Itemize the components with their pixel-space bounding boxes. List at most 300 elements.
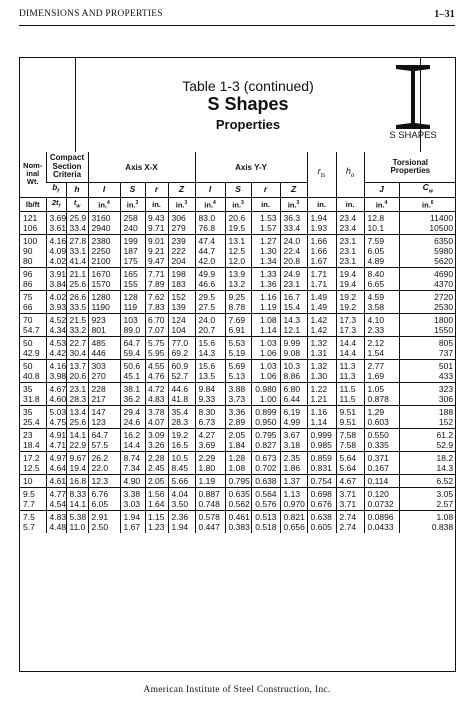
nominal-weight-cell [20, 291, 46, 314]
value: 4.53 [49, 338, 66, 349]
value: 23.1 [339, 256, 357, 267]
running-head-section: DIMENSIONS AND PROPERTIES [19, 9, 163, 19]
value: 2.05 [228, 430, 246, 441]
value: 0.564 [255, 489, 277, 500]
table-title: S Shapes [207, 94, 289, 114]
value: 3.91 [49, 269, 66, 280]
value: 0.970 [283, 499, 305, 510]
value-cell [145, 475, 168, 488]
value: 306 [438, 394, 454, 405]
value: 4.02 [49, 256, 66, 267]
value: 3.69 [198, 440, 216, 451]
value-cell [88, 235, 120, 268]
value: 25.6 [69, 279, 87, 290]
value: 61.2 [436, 430, 454, 441]
value-cell [145, 383, 168, 406]
value: 4.72 [147, 384, 165, 395]
value-cell [251, 429, 280, 452]
value: 7.58 [339, 430, 357, 441]
value: 103 [123, 315, 138, 326]
value: 1.66 [310, 236, 328, 247]
value: 3.36 [228, 407, 246, 418]
value-cell [399, 360, 456, 383]
value: 89.0 [123, 325, 141, 336]
value: 0.603 [367, 417, 389, 428]
value-cell [66, 212, 88, 235]
value-cell [336, 291, 364, 314]
value-cell [307, 488, 336, 511]
value-cell [280, 268, 307, 291]
value: 6.91 [228, 325, 246, 336]
sub-zy: Z [280, 183, 307, 198]
unit-zx: in.$^3$ [168, 197, 195, 212]
value-cell [195, 475, 225, 488]
value-cell [336, 429, 364, 452]
value: 4.10 [367, 315, 385, 326]
value-cell [280, 235, 307, 268]
value-cell [251, 314, 280, 337]
value-cell [195, 235, 225, 268]
value: 0.795 [255, 430, 277, 441]
value: 0.550 [367, 430, 389, 441]
value-cell [399, 314, 456, 337]
value: 46.6 [198, 279, 216, 290]
value: 3.88 [228, 384, 246, 395]
value: 5.38 [69, 512, 87, 523]
value: 204 [171, 256, 186, 267]
nominal-weight: 96 [23, 269, 33, 280]
value: 1.94 [123, 512, 141, 523]
value: 323 [438, 384, 454, 395]
value: 433 [438, 371, 454, 382]
nominal-weight: 66 [23, 302, 33, 313]
value-cell [88, 337, 120, 360]
value: 923 [91, 315, 106, 326]
value: 0.578 [198, 512, 220, 523]
sub-ry: r [251, 183, 280, 198]
value-cell [364, 291, 399, 314]
value: 19.2 [339, 292, 357, 303]
table-row-group [20, 360, 456, 383]
value: 4.83 [147, 394, 165, 405]
value: 0.754 [310, 476, 332, 487]
value: 303 [91, 361, 106, 372]
value: 13.9 [228, 269, 246, 280]
value: 14.4 [123, 440, 141, 451]
value: 16.7 [283, 292, 301, 303]
value: 33.1 [69, 246, 87, 257]
value: 8.33 [69, 489, 87, 500]
value-cell [145, 488, 168, 511]
unit-ix: in.$^4$ [88, 197, 120, 212]
value: 23.4 [339, 223, 357, 234]
value: 3.50 [171, 499, 189, 510]
nominal-weight-cell [20, 360, 46, 383]
value: 13.1 [228, 236, 246, 247]
value-cell [251, 212, 280, 235]
value-cell [336, 314, 364, 337]
value: 8.78 [228, 302, 246, 313]
value: 1.05 [367, 384, 385, 395]
value: 1.67 [123, 522, 141, 533]
value: 5620 [434, 256, 454, 267]
value: 22.9 [69, 440, 87, 451]
nominal-weight: 42.9 [23, 348, 40, 359]
value: 7.59 [367, 236, 385, 247]
value: 4.42 [49, 348, 66, 359]
header-rts: $r_{ts}$ [307, 152, 336, 197]
value: 7.58 [339, 440, 357, 451]
value: 42.0 [198, 256, 216, 267]
value-cell [336, 475, 364, 488]
value: 0.461 [228, 512, 250, 523]
value: 1.15 [147, 512, 165, 523]
value: 14.3 [436, 463, 454, 474]
value: 1.27 [260, 236, 277, 247]
nominal-weight-cell [20, 383, 46, 406]
value-cell [225, 429, 251, 452]
value-cell [336, 360, 364, 383]
value: 4.67 [339, 476, 357, 487]
value-cell [46, 314, 66, 337]
value: 30.4 [69, 348, 87, 359]
value: 12.8 [367, 213, 385, 224]
value: 2.28 [147, 453, 165, 464]
value: 29.4 [123, 407, 141, 418]
value: 21.1 [69, 269, 87, 280]
value-cell [88, 406, 120, 429]
value: 4.54 [49, 499, 66, 510]
value: 5.53 [228, 338, 246, 349]
nominal-weight: 12.5 [23, 463, 40, 474]
value: 2.36 [171, 512, 189, 523]
nominal-weight: 40.8 [23, 371, 40, 382]
value: 6.44 [283, 394, 301, 405]
value: 1.16 [260, 292, 277, 303]
value: 2.57 [436, 499, 454, 510]
value: 4.55 [147, 361, 165, 372]
value-cell [88, 360, 120, 383]
table-number: Table 1-3 (continued) [182, 78, 314, 94]
value: 1570 [91, 279, 111, 290]
value: 1.57 [260, 223, 277, 234]
value: 14.3 [198, 348, 216, 359]
value-cell [336, 511, 364, 534]
value: 3.09 [147, 430, 165, 441]
unit-zy: in.$^3$ [280, 197, 307, 212]
value-cell [364, 314, 399, 337]
value-cell [168, 452, 195, 475]
value-cell [364, 337, 399, 360]
value: 0.827 [255, 440, 277, 451]
value-cell [120, 429, 145, 452]
table-row-group [20, 488, 456, 511]
value: 5.19 [228, 348, 246, 359]
value-cell [307, 452, 336, 475]
value: 1.36 [260, 279, 277, 290]
value: 3.38 [123, 489, 141, 500]
value: 0.899 [255, 407, 277, 418]
value: 1.03 [260, 361, 277, 372]
value-cell [195, 360, 225, 383]
value: 21.5 [69, 315, 87, 326]
value: 22.4 [283, 246, 301, 257]
value-cell [307, 268, 336, 291]
value: 2.12 [367, 338, 385, 349]
nominal-weight: 17.2 [23, 453, 40, 464]
value: 20.6 [228, 213, 246, 224]
value-cell [145, 429, 168, 452]
value: 199 [123, 236, 138, 247]
value: 446 [91, 348, 106, 359]
header-rule [19, 25, 455, 26]
value: 15.4 [283, 302, 301, 313]
value-cell [120, 337, 145, 360]
value: 47.4 [198, 236, 216, 247]
value: 805 [438, 338, 454, 349]
value: 2.74 [339, 512, 357, 523]
value: 4.77 [49, 489, 66, 500]
properties-table [20, 152, 456, 533]
value-cell [195, 383, 225, 406]
value: 1.34 [260, 256, 277, 267]
header-nominal-wt: Nom- inal Wt. [20, 152, 46, 197]
value: 52.7 [171, 371, 189, 382]
value-cell [168, 488, 195, 511]
value: 0.748 [198, 499, 220, 510]
value: 124 [171, 315, 186, 326]
value: 0.985 [310, 440, 332, 451]
value: 1.08 [436, 512, 454, 523]
page-number: 1–31 [434, 9, 455, 20]
value: 3160 [91, 213, 111, 224]
value: 1.28 [228, 453, 246, 464]
value: 1280 [91, 292, 111, 303]
value: 4.90 [123, 476, 141, 487]
nominal-weight-cell [20, 314, 46, 337]
value-cell [336, 452, 364, 475]
value-cell [66, 235, 88, 268]
value-cell [168, 429, 195, 452]
value-cell [168, 212, 195, 235]
value-cell [307, 360, 336, 383]
value-cell [46, 360, 66, 383]
value: 1.80 [198, 463, 216, 474]
value: 1.42 [310, 325, 328, 336]
value: 77.0 [171, 338, 189, 349]
value: 27.5 [198, 302, 216, 313]
value: 4.27 [198, 430, 216, 441]
nominal-weight: 18.4 [23, 440, 40, 451]
value-cell [280, 452, 307, 475]
value-cell [145, 511, 168, 534]
value-cell [225, 511, 251, 534]
header-axis-xx: Axis X-X [88, 152, 195, 183]
value-cell [195, 212, 225, 235]
value: 0.698 [310, 489, 332, 500]
value-cell [399, 452, 456, 475]
value: 155 [123, 279, 138, 290]
value: 1.86 [283, 463, 301, 474]
value-cell [46, 235, 66, 268]
nominal-weight-cell [20, 429, 46, 452]
value-cell [66, 383, 88, 406]
value: 1.23 [147, 522, 165, 533]
value: 25.6 [69, 417, 87, 428]
value: 104 [171, 325, 186, 336]
value-cell [88, 511, 120, 534]
value-cell [46, 475, 66, 488]
nominal-weight: 50 [23, 338, 33, 349]
value-cell [168, 383, 195, 406]
value: 4.48 [49, 522, 66, 533]
value: 4.60 [49, 394, 66, 405]
value-cell [364, 383, 399, 406]
nominal-weight-cell [20, 406, 46, 429]
value-cell [307, 235, 336, 268]
unit-sx: in.$^3$ [120, 197, 145, 212]
value-cell [307, 429, 336, 452]
value: 0.656 [283, 522, 305, 533]
value: 41.4 [69, 256, 87, 267]
nominal-weight-cell [20, 268, 46, 291]
table-row-group [20, 235, 456, 268]
value: 4690 [434, 269, 454, 280]
table-row-group [20, 429, 456, 452]
value: 5980 [434, 246, 454, 257]
value: 24.9 [283, 269, 301, 280]
value: 9.99 [283, 338, 301, 349]
value-cell [195, 314, 225, 337]
value: 0.0732 [367, 499, 394, 510]
value-cell [280, 360, 307, 383]
sub-j: J [364, 183, 399, 198]
header-compact: Compact Section Criteria [46, 152, 88, 183]
value: 1.19 [198, 476, 216, 487]
s-shape-icon [393, 62, 433, 132]
value-cell [399, 337, 456, 360]
value-cell [168, 235, 195, 268]
value: 270 [91, 371, 106, 382]
value: 12.1 [283, 325, 301, 336]
value: 4.64 [49, 463, 66, 474]
value-cell [251, 235, 280, 268]
value-cell [66, 314, 88, 337]
value: 33.4 [69, 223, 87, 234]
value: 4.02 [49, 292, 66, 303]
value-cell [46, 383, 66, 406]
value: 5.64 [339, 453, 357, 464]
value-cell [46, 406, 66, 429]
table-row-group [20, 406, 456, 429]
value: 139 [171, 302, 186, 313]
value: 3.05 [436, 489, 454, 500]
value: 0.859 [310, 453, 332, 464]
value: 2.91 [91, 512, 109, 523]
value: 1.53 [260, 213, 277, 224]
value: 4.76 [147, 371, 165, 382]
value-cell [168, 406, 195, 429]
value: 6.65 [367, 279, 385, 290]
value-cell [168, 268, 195, 291]
value: 7.62 [147, 292, 165, 303]
value-cell [280, 406, 307, 429]
value: 1670 [91, 269, 111, 280]
value-cell [46, 511, 66, 534]
value: 5.75 [147, 338, 165, 349]
value: 0.795 [228, 476, 250, 487]
value-cell [225, 235, 251, 268]
value-cell [88, 383, 120, 406]
value-cell [46, 212, 66, 235]
value-cell [307, 475, 336, 488]
value: 36.3 [283, 213, 301, 224]
nominal-weight: 7.5 [23, 512, 35, 523]
value-cell [145, 235, 168, 268]
value: 20.8 [283, 256, 301, 267]
value: 23.1 [69, 384, 87, 395]
value: 8.45 [171, 463, 189, 474]
value: 2.35 [283, 453, 301, 464]
unit-2tf: $2t_f$ [46, 197, 66, 212]
value: 1.19 [260, 302, 277, 313]
value: 11400 [430, 213, 454, 224]
value: 3.67 [283, 430, 301, 441]
table-row-group [20, 337, 456, 360]
value-cell [120, 383, 145, 406]
value-cell [280, 314, 307, 337]
value: 9.01 [147, 236, 165, 247]
value: 1.03 [260, 338, 277, 349]
value: 16.8 [69, 476, 87, 487]
value-cell [280, 212, 307, 235]
value-cell [364, 360, 399, 383]
value-cell [168, 475, 195, 488]
value: 11.5 [339, 384, 356, 395]
value-cell [66, 268, 88, 291]
value-cell [46, 337, 66, 360]
value: 15.6 [198, 338, 216, 349]
value: 2380 [91, 236, 111, 247]
value-cell [251, 511, 280, 534]
value: 23.1 [339, 236, 357, 247]
value: 25.9 [69, 213, 87, 224]
value-cell [251, 360, 280, 383]
value: 1.94 [310, 213, 328, 224]
value-cell [195, 511, 225, 534]
value: 76.8 [198, 223, 216, 234]
value: 0.676 [310, 499, 332, 510]
value-cell [225, 212, 251, 235]
value-cell [66, 406, 88, 429]
value: 18.2 [436, 453, 454, 464]
nominal-weight: 50 [23, 361, 33, 372]
value: 16.2 [123, 430, 141, 441]
value: 19.4 [69, 463, 87, 474]
value: 4.75 [49, 417, 66, 428]
value: 8.30 [198, 407, 216, 418]
value: 20.6 [69, 371, 87, 382]
value: 0.576 [255, 499, 277, 510]
value-cell [225, 475, 251, 488]
value: 12.3 [91, 476, 109, 487]
value: 152 [171, 292, 186, 303]
value: 22.0 [91, 463, 109, 474]
sub-bf: $b_f$ [46, 183, 66, 198]
value-cell [364, 235, 399, 268]
value-cell [251, 452, 280, 475]
value-cell [145, 406, 168, 429]
